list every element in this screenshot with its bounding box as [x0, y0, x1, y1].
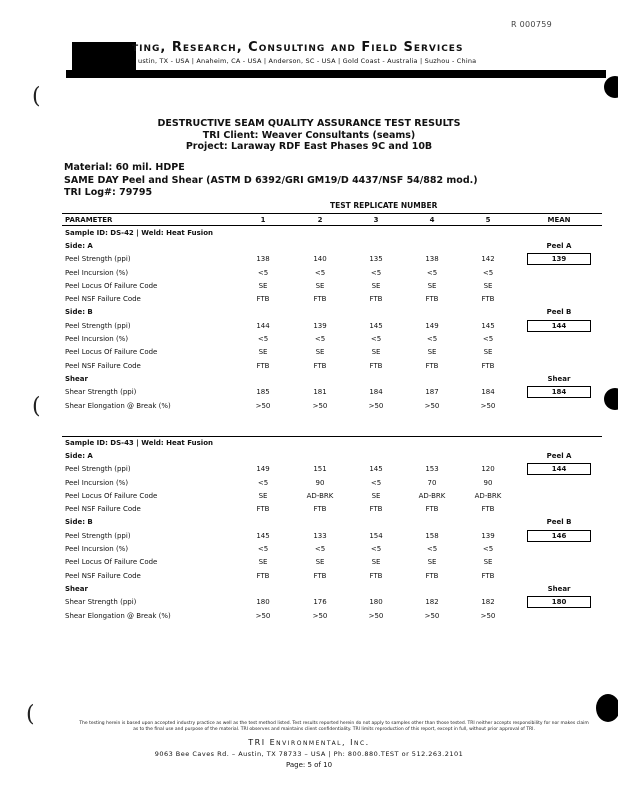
mean-cell [516, 253, 602, 266]
replicate-value: <5 [370, 545, 382, 554]
empty-cell [404, 239, 460, 252]
replicate-value: SE [258, 348, 268, 357]
parameter-name: Peel NSF Failure Code [65, 295, 141, 304]
parameter-name: Peel Locus Of Failure Code [65, 348, 158, 357]
replicate-value: 187 [425, 388, 439, 397]
replicate-value: 176 [313, 598, 327, 607]
replicate-value: FTB [425, 505, 439, 514]
replicate-value: FTB [425, 295, 439, 304]
mean-value-box: 184 [527, 386, 591, 398]
replicate-value: 145 [256, 531, 270, 540]
replicate-value: 180 [256, 598, 270, 607]
sample-title: Sample ID: DS-43 | Weld: Heat Fusion [65, 438, 213, 447]
empty-cell [348, 516, 404, 529]
results-table-ds43 [62, 436, 602, 622]
replicate-value: FTB [369, 295, 383, 304]
group-header-row [62, 449, 602, 462]
mean-label: Peel A [546, 241, 572, 250]
empty-cell [348, 239, 404, 252]
replicate-value: FTB [256, 505, 270, 514]
empty-cell [234, 306, 292, 319]
empty-cell [404, 372, 460, 385]
replicate-value: FTB [256, 571, 270, 580]
empty-cell [348, 449, 404, 462]
parameter-name: Shear Elongation @ Break (%) [65, 611, 171, 620]
office-locations: ustin, TX - USA | Anaheim, CA - USA | Anderson, SC - USA | Gold Coast - Australia | Suzhou - China [138, 57, 477, 65]
replicate-value: 139 [313, 321, 327, 330]
mean-cell [516, 319, 602, 332]
binder-mark-icon: ( [32, 394, 41, 419]
replicate-value: <5 [370, 335, 382, 344]
replicate-value: <5 [314, 545, 326, 554]
replicate-value: 138 [425, 255, 439, 264]
replicate-3-header: 3 [348, 214, 404, 226]
replicate-value: 70 [427, 478, 437, 487]
replicate-value: 154 [369, 531, 383, 540]
replicate-value: 151 [313, 465, 327, 474]
replicate-value: SE [427, 281, 437, 290]
column-header-row [62, 214, 602, 226]
mean-label: Peel B [546, 518, 572, 527]
mean-cell [516, 569, 602, 582]
replicate-value: SE [483, 558, 493, 567]
replicate-value: FTB [369, 571, 383, 580]
empty-cell [292, 449, 348, 462]
mean-value-box: 144 [527, 320, 591, 332]
table-row [62, 502, 602, 515]
replicate-value: <5 [314, 335, 326, 344]
replicate-value: 149 [425, 321, 439, 330]
replicate-value: >50 [424, 401, 440, 410]
method-line: SAME DAY Peel and Shear (ASTM D 6392/GRI GM19/D 4437/NSF 54/882 mod.) [64, 174, 478, 186]
report-title-block [0, 118, 618, 153]
results-table-ds42 [62, 213, 602, 412]
replicate-2-header: 2 [292, 214, 348, 226]
replicate-5-header: 5 [460, 214, 516, 226]
mean-value-box: 180 [527, 596, 591, 608]
table-row [62, 359, 602, 372]
replicate-value: FTB [481, 361, 495, 370]
table-row [62, 346, 602, 359]
empty-cell [404, 306, 460, 319]
mean-cell [516, 359, 602, 372]
replicate-value: AD-BRK [306, 491, 334, 500]
replicate-value: 133 [313, 531, 327, 540]
replicate-value: 184 [481, 388, 495, 397]
table-row [62, 556, 602, 569]
table-row [62, 399, 602, 412]
group-label: Shear [65, 584, 88, 593]
replicate-value: FTB [313, 361, 327, 370]
parameter-name: Peel Locus Of Failure Code [65, 491, 158, 500]
table-row [62, 569, 602, 582]
replicate-value: <5 [370, 268, 382, 277]
replicate-value: SE [371, 348, 381, 357]
table-row [62, 279, 602, 292]
replicate-value: FTB [313, 571, 327, 580]
parameter-name: Shear Elongation @ Break (%) [65, 401, 171, 410]
mean-cell [516, 332, 602, 345]
table-row [62, 332, 602, 345]
replicate-value: 153 [425, 465, 439, 474]
binder-mark-icon: ( [32, 84, 41, 109]
mean-cell [516, 596, 602, 609]
replicate-value: <5 [257, 268, 269, 277]
replicate-value: SE [427, 558, 437, 567]
table-row [62, 609, 602, 622]
replicate-value: FTB [425, 571, 439, 580]
replicate-value: 181 [313, 388, 327, 397]
project-line: Project: Laraway RDF East Phases 9C and 10B [185, 141, 433, 152]
replicate-value: >50 [368, 401, 384, 410]
replicate-value: <5 [314, 268, 326, 277]
replicate-value: >50 [312, 611, 328, 620]
replicate-value: 149 [256, 465, 270, 474]
mean-cell [516, 386, 602, 399]
replicate-value: FTB [481, 571, 495, 580]
replicate-value: <5 [370, 478, 382, 487]
sample-title-row [62, 436, 602, 449]
material-info [64, 162, 478, 200]
empty-cell [404, 582, 460, 595]
empty-cell [234, 239, 292, 252]
table-row [62, 489, 602, 502]
replicate-value: <5 [257, 335, 269, 344]
mean-value-box: 139 [527, 253, 591, 265]
disclaimer-text: The testing herein is based upon accepted industry practice as well as the test method listed. Test results reported herein do not apply to samples other than those tested. TRI neither accepts responsibility for nor makes claim as to the final use and purpose of the material. TRI observes and maintains client confidentiality. TRI limits reproduction of this report, except in full, without prior approval of TRI. [79, 721, 589, 732]
mean-cell [516, 542, 602, 555]
empty-cell [292, 372, 348, 385]
replicate-value: FTB [481, 505, 495, 514]
replicate-value: FTB [481, 295, 495, 304]
empty-cell [292, 516, 348, 529]
empty-cell [234, 449, 292, 462]
empty-cell [234, 582, 292, 595]
replicate-value: 158 [425, 531, 439, 540]
table-row [62, 542, 602, 555]
group-label: Side: A [65, 451, 93, 460]
material-line: Material: 60 mil. HDPE [64, 162, 185, 173]
replicate-value: >50 [480, 401, 496, 410]
company-letterhead: ting, Research, Consulting and Field Services [132, 40, 464, 55]
log-line: TRI Log#: 79795 [64, 187, 153, 198]
report-title: DESTRUCTIVE SEAM QUALITY ASSURANCE TEST RESULTS [157, 118, 461, 129]
mean-cell [516, 529, 602, 542]
replicate-value: SE [427, 348, 437, 357]
parameter-name: Peel NSF Failure Code [65, 505, 141, 514]
replicate-value: FTB [369, 505, 383, 514]
empty-cell [292, 306, 348, 319]
document-id: R 000759 [510, 20, 552, 29]
replicate-value: 135 [369, 255, 383, 264]
replicate-value: SE [371, 281, 381, 290]
mean-label: Shear [547, 584, 571, 593]
replicate-value: >50 [255, 611, 271, 620]
parameter-name: Peel Incursion (%) [65, 268, 129, 277]
footer-address: 9063 Bee Caves Rd. – Austin, TX 78733 – USA | Ph: 800.880.TEST or 512.263.2101 [154, 750, 464, 758]
group-label: Shear [65, 374, 88, 383]
replicate-value: 145 [481, 321, 495, 330]
replicate-value: <5 [482, 545, 494, 554]
replicate-value: 145 [369, 321, 383, 330]
table-row [62, 463, 602, 476]
mean-value-box: 144 [527, 463, 591, 475]
replicate-value: SE [371, 558, 381, 567]
empty-cell [348, 582, 404, 595]
empty-cell [404, 516, 460, 529]
empty-cell [460, 582, 516, 595]
empty-cell [292, 582, 348, 595]
redaction-bar [66, 70, 606, 78]
parameter-name: Shear Strength (ppi) [65, 598, 137, 607]
empty-cell [234, 372, 292, 385]
empty-cell [460, 239, 516, 252]
replicate-4-header: 4 [404, 214, 460, 226]
punch-hole-icon [596, 694, 618, 722]
table-row [62, 266, 602, 279]
mean-cell [516, 502, 602, 515]
sample-title: Sample ID: DS-42 | Weld: Heat Fusion [65, 228, 213, 237]
mean-cell [516, 399, 602, 412]
replicate-value: >50 [312, 401, 328, 410]
sample-title-row [62, 226, 602, 240]
table-row [62, 319, 602, 332]
parameter-name: Peel Strength (ppi) [65, 255, 131, 264]
mean-label: Peel A [546, 451, 572, 460]
mean-cell [516, 476, 602, 489]
replicate-value: >50 [255, 401, 271, 410]
empty-cell [460, 306, 516, 319]
group-header-row [62, 306, 602, 319]
replicate-value: <5 [257, 545, 269, 554]
parameter-header: PARAMETER [62, 214, 234, 226]
mean-cell [516, 489, 602, 502]
replicate-value: 184 [369, 388, 383, 397]
replicate-value: SE [258, 281, 268, 290]
replicate-value: SE [258, 558, 268, 567]
replicate-value: >50 [368, 611, 384, 620]
empty-cell [348, 306, 404, 319]
replicate-value: FTB [313, 505, 327, 514]
replicate-value: 145 [369, 465, 383, 474]
replicate-value: >50 [480, 611, 496, 620]
mean-cell [516, 292, 602, 305]
replicate-value: FTB [256, 361, 270, 370]
replicate-value: SE [371, 491, 381, 500]
replicate-value: 90 [483, 478, 493, 487]
mean-label: Peel B [546, 308, 572, 317]
parameter-name: Peel Strength (ppi) [65, 531, 131, 540]
replicate-value: 182 [481, 598, 495, 607]
empty-cell [292, 239, 348, 252]
mean-cell [516, 346, 602, 359]
replicate-value: SE [315, 348, 325, 357]
replicate-value: FTB [313, 295, 327, 304]
parameter-name: Peel NSF Failure Code [65, 361, 141, 370]
replicate-value: 138 [256, 255, 270, 264]
group-header-row [62, 372, 602, 385]
parameter-name: Peel Incursion (%) [65, 478, 129, 487]
replicate-value: FTB [425, 361, 439, 370]
replicate-value: AD-BRK [474, 491, 502, 500]
table-row [62, 529, 602, 542]
page-number: Page: 5 of 10 [285, 761, 333, 769]
replicate-value: 180 [369, 598, 383, 607]
replicate-value: <5 [482, 335, 494, 344]
punch-hole-icon [604, 76, 618, 98]
client-line: TRI Client: Weaver Consultants (seams) [202, 129, 416, 141]
replicate-value: FTB [369, 361, 383, 370]
mean-cell [516, 463, 602, 476]
replicate-value: <5 [482, 268, 494, 277]
parameter-name: Peel Incursion (%) [65, 545, 129, 554]
parameter-name: Peel Locus Of Failure Code [65, 281, 158, 290]
parameter-name: Peel Strength (ppi) [65, 465, 131, 474]
replicate-value: >50 [424, 611, 440, 620]
replicate-value: AD-BRK [418, 491, 446, 500]
table-row [62, 596, 602, 609]
group-label: Side: B [65, 308, 93, 317]
replicate-value: 140 [313, 255, 327, 264]
mean-cell [516, 556, 602, 569]
replicate-value: 120 [481, 465, 495, 474]
mean-value-box: 146 [527, 530, 591, 542]
empty-cell [460, 449, 516, 462]
table-row [62, 292, 602, 305]
replicate-value: <5 [257, 478, 269, 487]
replicate-value: SE [483, 281, 493, 290]
table-row [62, 476, 602, 489]
empty-cell [348, 372, 404, 385]
table-row [62, 253, 602, 266]
footer-company: TRI Environmental, Inc. [248, 738, 370, 747]
replicate-value: 185 [256, 388, 270, 397]
group-header-row [62, 239, 602, 252]
replicate-value: SE [315, 281, 325, 290]
binder-mark-icon: ( [26, 702, 35, 727]
parameter-name: Peel Incursion (%) [65, 335, 129, 344]
group-label: Side: B [65, 518, 93, 527]
parameter-name: Peel Locus Of Failure Code [65, 558, 158, 567]
group-header-row [62, 582, 602, 595]
parameter-name: Shear Strength (ppi) [65, 388, 137, 397]
replicate-value: FTB [256, 295, 270, 304]
replicate-1-header: 1 [234, 214, 292, 226]
replicate-value: 144 [256, 321, 270, 330]
replicate-value: <5 [426, 268, 438, 277]
replicate-value: SE [315, 558, 325, 567]
parameter-name: Peel Strength (ppi) [65, 321, 131, 330]
empty-cell [460, 372, 516, 385]
empty-cell [404, 449, 460, 462]
replicate-value: 142 [481, 255, 495, 264]
replicate-value: 182 [425, 598, 439, 607]
replicate-value: SE [483, 348, 493, 357]
replicate-value: SE [258, 491, 268, 500]
table-row [62, 386, 602, 399]
group-header-row [62, 516, 602, 529]
replicate-value: <5 [426, 545, 438, 554]
mean-header: MEAN [516, 214, 602, 226]
replicate-value: <5 [426, 335, 438, 344]
mean-label: Shear [547, 374, 571, 383]
mean-cell [516, 609, 602, 622]
mean-cell [516, 266, 602, 279]
replicate-value: 139 [481, 531, 495, 540]
empty-cell [234, 516, 292, 529]
mean-cell [516, 279, 602, 292]
replicate-value: 90 [315, 478, 325, 487]
parameter-name: Peel NSF Failure Code [65, 571, 141, 580]
replicate-header: TEST REPLICATE NUMBER [330, 201, 438, 210]
empty-cell [460, 516, 516, 529]
group-label: Side: A [65, 241, 93, 250]
punch-hole-icon [604, 388, 618, 410]
